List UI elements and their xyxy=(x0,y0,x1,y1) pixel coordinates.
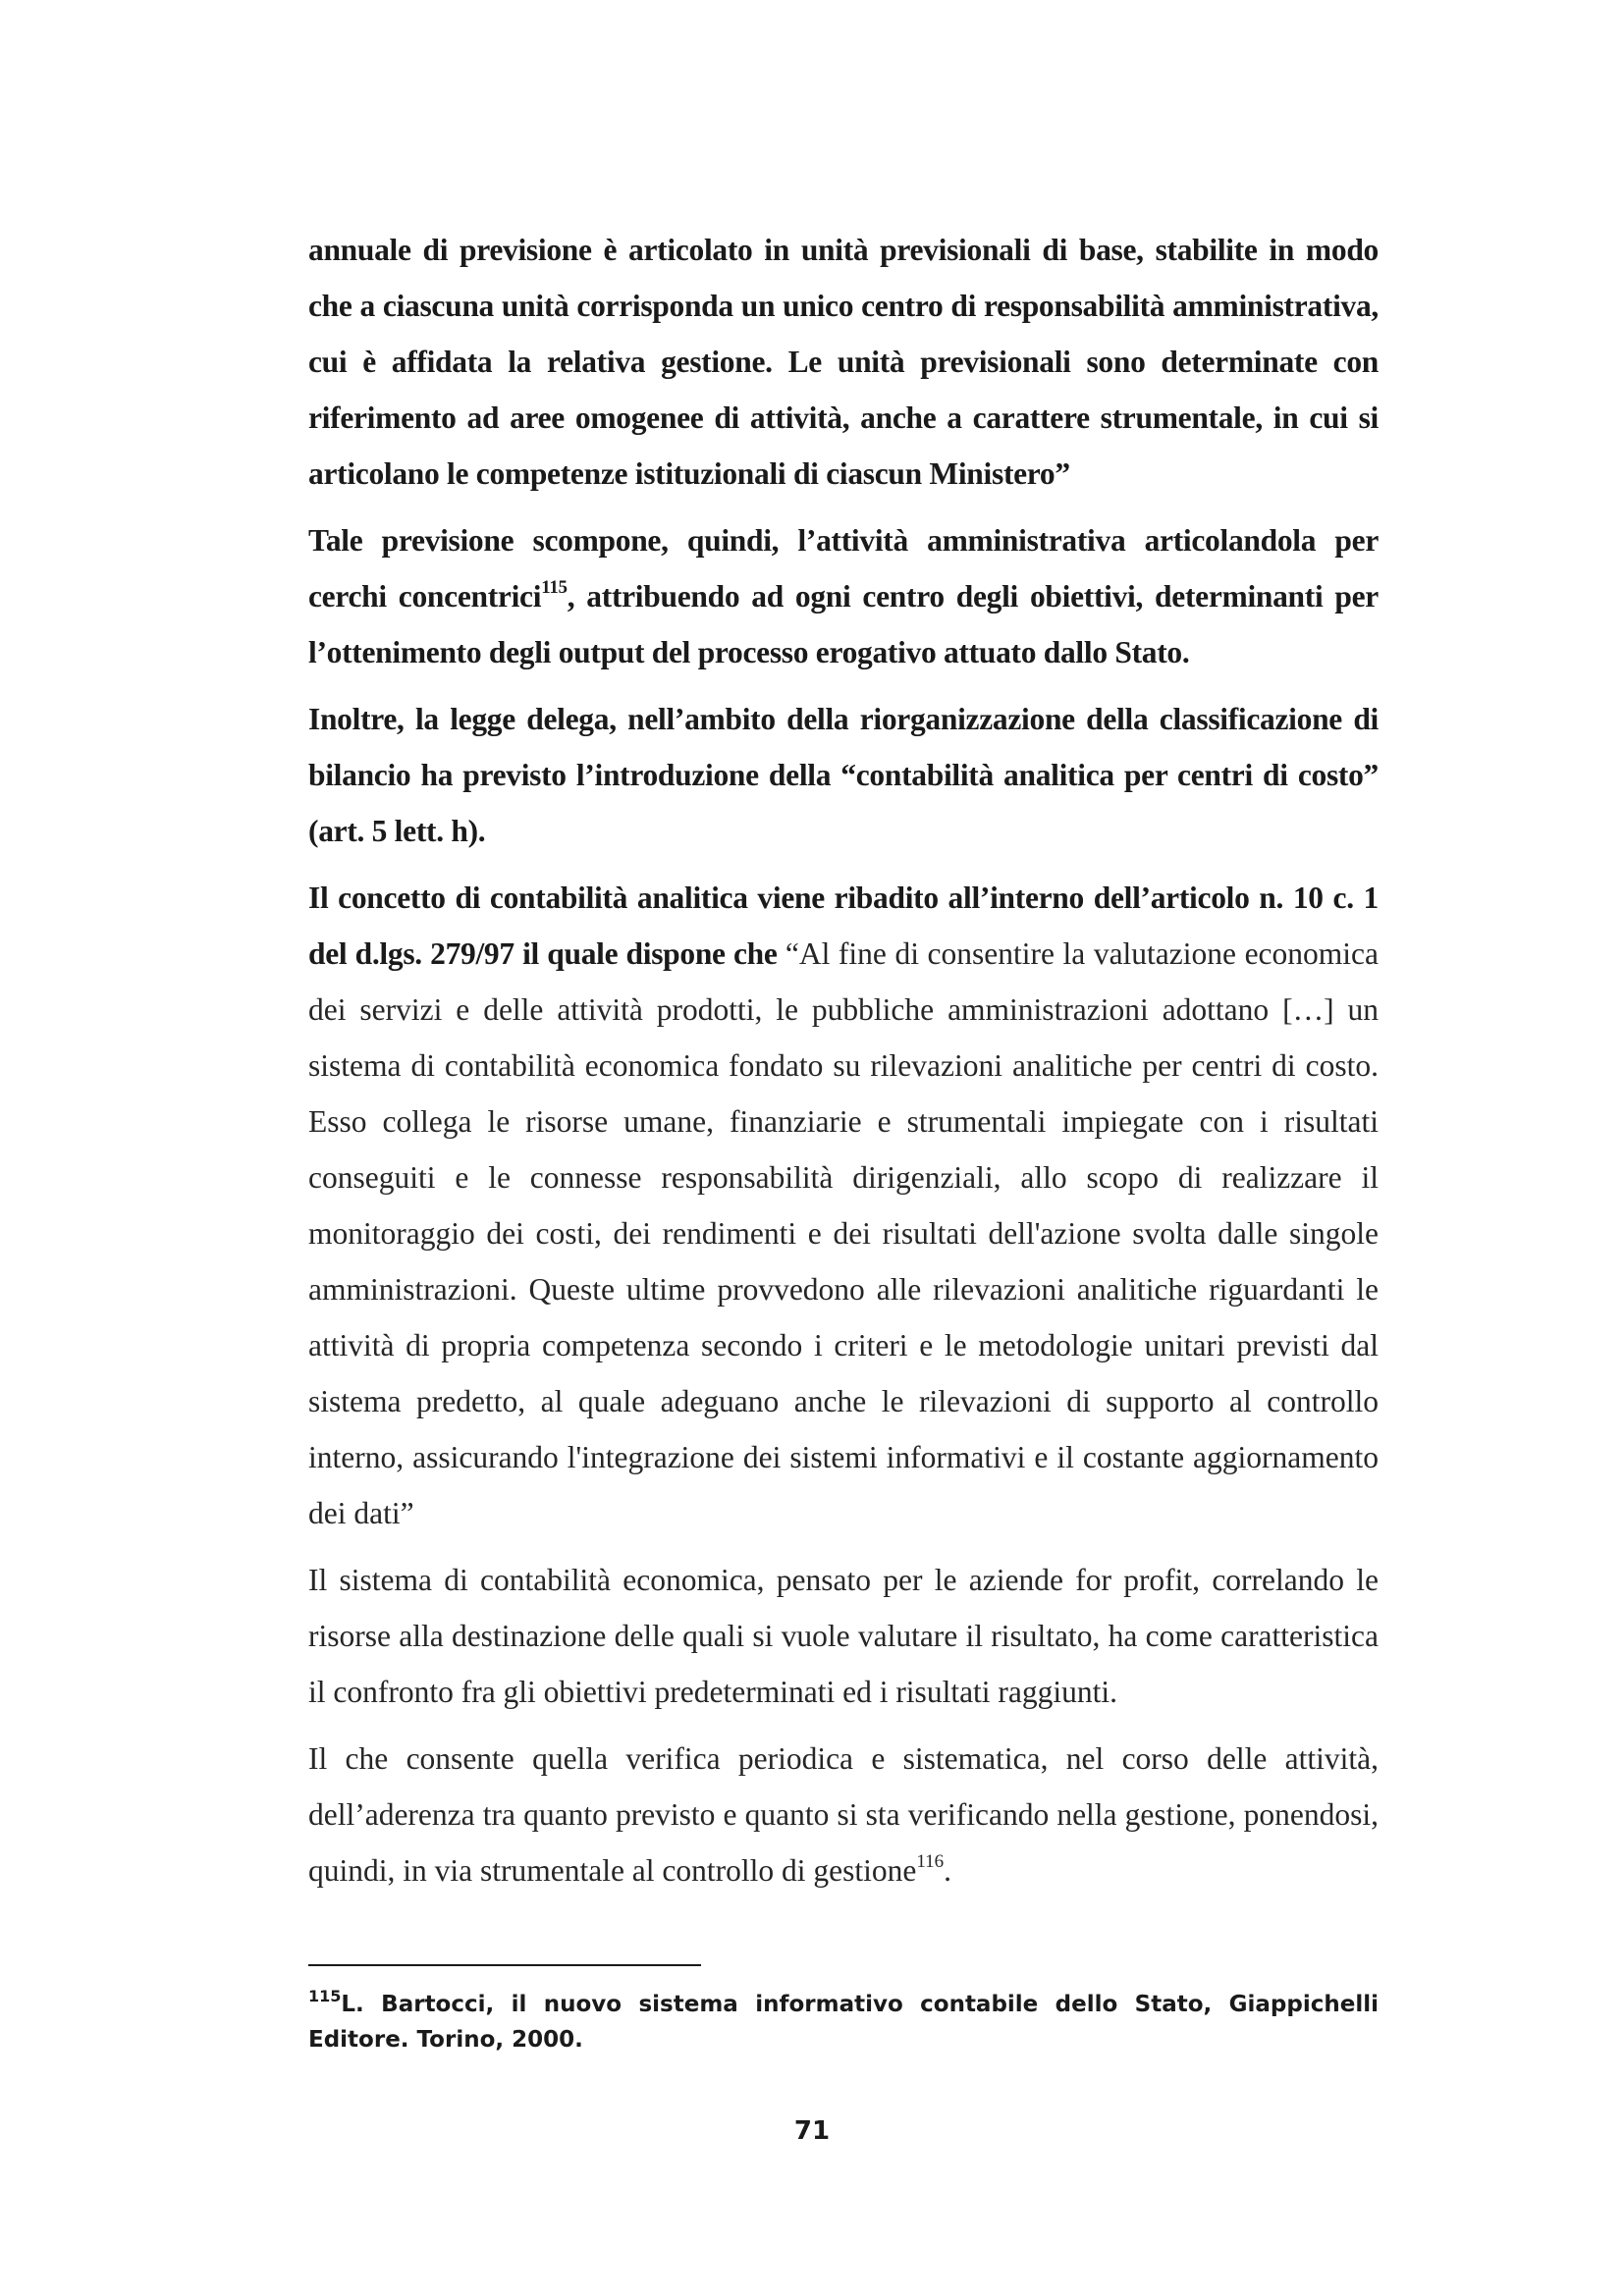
footnote-ref-116: 116 xyxy=(916,1851,945,1872)
footnote-separator xyxy=(308,1964,701,1966)
paragraph-4-quote: “Al fine di consentire la valutazione economica dei servizi e delle attività prodotti, le pubbliche amministrazioni adottano […] un sistema di contabilità economica fondato su rilevazioni analitiche per centri di costo. Esso collega le risorse umane, finanziarie e strumentali impiegate con i risultati conseguiti e le connesse responsabilità dirigenziali, allo scopo di realizzare il monitoraggio dei costi, dei rendimenti e dei risultati dell'azione svolta dalle singole amministrazioni. Queste ultime provvedono alle rilevazioni analitiche riguardanti le attività di propria competenza secondo i criteri e le metodologie unitari previsti dal sistema predetto, al quale adeguano anche le rilevazioni di supporto al controllo interno, assicurando l'integrazione dei sistemi informativi e il costante aggiornamento dei dati” xyxy=(308,936,1379,1530)
footnote-115 xyxy=(308,1987,1379,2057)
body-text xyxy=(308,222,1379,1898)
paragraph-3: Inoltre, la legge delega, nell’ambito della riorganizzazione della classificazione di bilancio ha previsto l’introduzione della “contabilità analitica per centri di costo” (art. 5 lett. h). xyxy=(308,702,1379,848)
paragraph-6-text-b: . xyxy=(944,1853,952,1888)
paragraph-1: annuale di previsione è articolato in unità previsionali di base, stabilite in modo che a ciascuna unità corrisponda un unico centro di responsabilità amministrativa, cui è affidata la relativa gestione. Le unità previsionali sono determinate con riferimento ad aree omogenee di attività, anche a carattere strumentale, in cui si articolano le competenze istituzionali di ciascun Ministero” xyxy=(308,233,1379,491)
paragraph-4 xyxy=(308,870,1379,1541)
footnote-ref-115: 115 xyxy=(541,577,568,598)
paragraph-2 xyxy=(308,512,1379,680)
paragraph-6 xyxy=(308,1731,1379,1898)
paragraph-2-text-a: Tale previsione scompone, quindi, l’attività amministrativa articolandola per cerchi concentrici xyxy=(308,523,1379,614)
paragraph-5: Il sistema di contabilità economica, pensato per le aziende for profit, correlando le risorse alla destinazione delle quali si vuole valutare il risultato, ha come caratteristica il confronto fra gli obiettivi predeterminati ed i risultati raggiunti. xyxy=(308,1563,1379,1709)
footnote-number: 115 xyxy=(308,1987,342,2005)
paragraph-4-lead: Il concetto di contabilità analitica viene ribadito all’interno dell’articolo n. 10 c. 1 del d.lgs. 279/97 il quale dispone che xyxy=(308,881,1379,971)
page-number: 71 xyxy=(793,2116,831,2146)
footnote-text: L. Bartocci, il nuovo sistema informativo contabile dello Stato, Giappichelli Editore. Torino, 2000. xyxy=(308,1992,1379,2053)
paragraph-2-text-b: , attribuendo ad ogni centro degli obiettivi, determinanti per l’ottenimento degli output del processo erogativo attuato dallo Stato. xyxy=(308,579,1379,669)
paragraph-6-text-a: Il che consente quella verifica periodica e sistematica, nel corso delle attività, dell’aderenza tra quanto previsto e quanto si sta verificando nella gestione, ponendosi, quindi, in via strumentale al controllo di gestione xyxy=(308,1741,1379,1888)
